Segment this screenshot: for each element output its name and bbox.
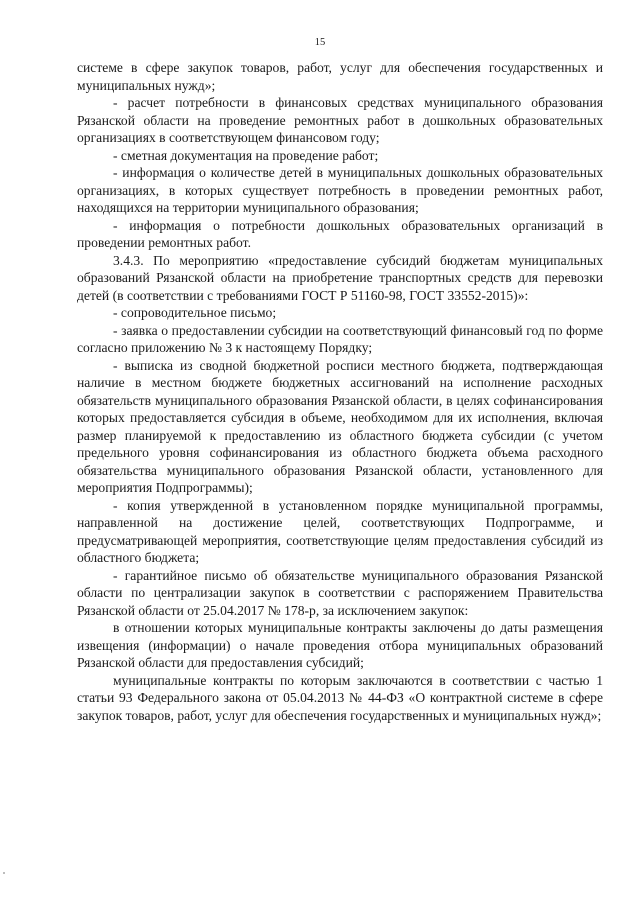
exception-contracts-before-notice: в отношении которых муниципальные контракты заключены до даты размещения извещения (информации) о начале проведения отбора муниципальных образований Рязанской области для предоставления субсидий;	[77, 620, 603, 670]
list-item-estimate-documentation: - сметная документация на проведение работ;	[113, 147, 379, 163]
document-body	[77, 59, 603, 724]
list-item-subsidy-application: - заявка о предоставлении субсидии на соответствующий финансовый год по форме согласно приложению № 3 к настоящему Порядку;	[77, 322, 603, 355]
paragraph-continuation: системе в сфере закупок товаров, работ, услуг для обеспечения государственных и муниципальных нужд»;	[77, 60, 603, 93]
list-item-children-count-info: - информация о количестве детей в муниципальных дошкольных образовательных организациях, в которых существует потребность в проведении ремонтных работ, находящихся на территории муниципального образования;	[77, 165, 603, 215]
exception-contracts-article-93: муниципальные контракты по которым заключаются в соответствии с частью 1 статьи 93 Федерального закона от 05.04.2013 № 44-ФЗ «О контрактной системе в сфере закупок товаров, работ, услуг для обеспечения государственных и муниципальных нужд»;	[77, 672, 603, 723]
list-item-guarantee-letter: - гарантийное письмо об обязательстве муниципального образования Рязанской области по централизации закупок в соответствии с распоряжением Правительства Рязанской области от 25.04.2017 № 178-р, за исключением закупок:	[77, 567, 603, 618]
list-item-funding-calculation: - расчет потребности в финансовых средствах муниципального образования Рязанской области на проведение ремонтных работ в дошкольных образовательных организациях в соответствующем финансовом году;	[77, 95, 603, 145]
list-item-municipal-program-copy: - копия утвержденной в установленном порядке муниципальной программы, направленной на достижение целей, соответствующих Подпрограмме, и предусматривающей мероприятия, соответствующие целям предоставления субсидий из областного бюджета;	[77, 497, 603, 565]
page-number: 15	[314, 37, 326, 48]
list-item-cover-letter: - сопроводительное письмо;	[113, 305, 277, 320]
list-item-budget-extract: - выписка из сводной бюджетной росписи местного бюджета, подтверждающая наличие в местном бюджете бюджетных ассигнований на исполнение расходных обязательств муниципального образования Рязанской области, в целях софинансирования которых предоставляется субсидия в объеме, необходимом для их исполнения, включая размер планируемой к предоставлению из областного бюджета субсидии (с учетом предельного уровня софинансирования из областного бюджета объема расходного обязательства муниципального образования Рязанской области, установленного для мероприятия Подпрограммы);	[77, 357, 603, 495]
scan-artifact	[3, 872, 5, 874]
list-item-repair-needs-info: - информация о потребности дошкольных образовательных организаций в проведении ремонтных работ.	[77, 217, 603, 250]
section-heading-3-4-3: 3.4.3. По мероприятию «предоставление субсидий бюджетам муниципальных образований Рязанской области на приобретение транспортных средств для перевозки детей (в соответствии с требованиями ГОСТ Р 51160-98, ГОСТ 33552-2015)»:	[77, 252, 603, 303]
